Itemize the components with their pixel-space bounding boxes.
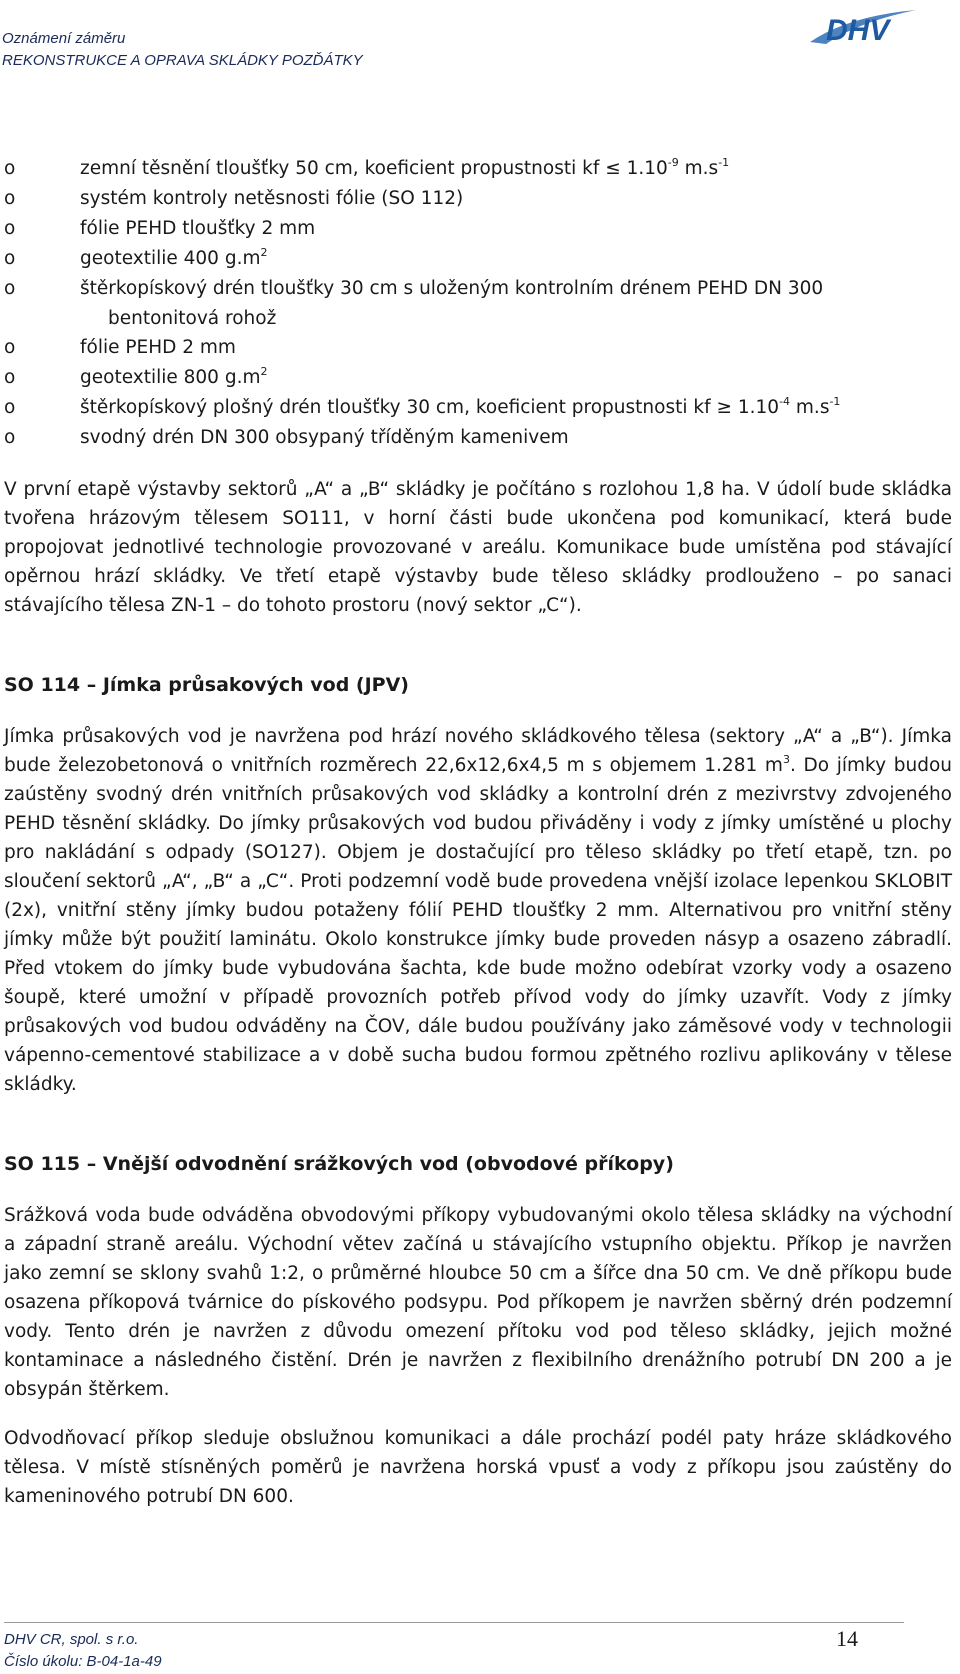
bullet-marker: o: [4, 427, 16, 448]
paragraph-so114: Jímka průsakových vod je navržena pod hrází nového skládkového tělesa (sektory „A“ a „B“). Jímka bude železobetonová o vnitřních rozměrech 22,6x12,6x4,5 m s objemem 1.281 $m^3$. Do jímky budou zaústěny svodný drén vnitřních průsakových vod skládky a kontrolní drén z mezivrstvy zdvojeného PEHD těsnění skládky. Do jímky průsakových vod budou přiváděny i vody z jímky umístěné u plochy pro nakládání s odpady (SO127). Objem je dostačující pro těleso skládky po třetí etapě, tzn. po sloučení sektorů „A“, „B“ a „C“. Proti podzemní vodě bude provedena vnější izolace lepenkou SKLOBIT (2x), vnitřní stěny jímky budou potaženy fólií PEHD tloušťky 2 mm. Alternativou pro vnitřní stěny jímky může být použití laminátu. Okolo konstrukce jímky bude proveden násyp a osazeno zábradlí. Před vtokem do jímky bude vybudována šachta, kde bude možno odebírat vzorky vody a osazeno šoupě, které umožní v případě provozních potřeb přívod vody do jímky uzavřít. Vody z jímky průsakových vod budou odváděny na ČOV, dále budou používány jako záměsové vody v technologii vápenno-cementové stabilizace a v době sucha budou formou zpětného rozlivu aplikovány v tělese skládky.: [4, 726, 952, 1095]
paragraph-so115-1: Srážková voda bude odváděna obvodovými příkopy vybudovanými okolo tělesa skládky na východní a západní straně areálu. Východní větev začíná u stávajícího vstupního objektu. Příkop je navržen jako zemní se sklony svahů 1:2, o průměrné hloubce 50 cm a šířce dna 50 cm. Ve dně příkopu bude osazena příkopová tvárnice do pískového podsypu. Pod příkopem je navržen sběrný drén podzemní vody. Tento drén je navržen z důvodu omezení přítoku vod pod těleso skládky, jejich možné kontaminace a následného čistění. Drén je navržen z flexibilního drenážního potrubí DN 200 a je obsypán štěrkem.: [4, 1205, 952, 1400]
bullet-marker: o: [4, 158, 16, 179]
list-item: o štěrkopískový plošný drén tloušťky 30 cm, koeficient propustnosti kf ≥ $1.10^{-4}$ $m.s^{-1}$: [4, 393, 952, 423]
list-item: o geotextilie 800 $g.m^2$: [4, 363, 952, 393]
footer-company: DHV CR, spol. s r.o.: [4, 1631, 139, 1648]
paragraph-so115-2: Odvodňovací příkop sleduje obslužnou komunikaci a dále prochází podél paty hráze skládkového tělesa. V místě stísněných poměrů je navržena horská vpusť a vody z příkopu jsou zaústěny do kameninového potrubí DN 600.: [4, 1428, 952, 1507]
page-header: [2, 28, 363, 72]
list-item: o svodný drén DN 300 obsypaný tříděným kamenivem: [4, 423, 952, 453]
logo-text: DHV: [826, 14, 890, 47]
section-heading-so115: SO 115 – Vnější odvodnění srážkových vod (obvodové příkopy): [4, 1153, 674, 1175]
list-item: o fólie PEHD tloušťky 2 mm: [4, 214, 952, 244]
bullet-marker: o: [4, 188, 16, 209]
header-project-title: REKONSTRUKCE A OPRAVA SKLÁDKY POZĎÁTKY: [2, 52, 363, 69]
list-item: o štěrkopískový drén tloušťky 30 cm s uloženým kontrolním drénem PEHD DN 300: [4, 274, 952, 304]
section-heading-so114: SO 114 – Jímka průsakových vod (JPV): [4, 674, 409, 696]
bullet-marker: o: [4, 337, 16, 358]
list-item-continuation: bentonitová rohož: [108, 308, 277, 329]
bullet-list: [4, 154, 952, 453]
bullet-marker: o: [4, 218, 16, 239]
header-doc-type: Oznámení záměru: [2, 30, 126, 47]
bullet-marker: o: [4, 278, 16, 299]
list-item: o zemní těsnění tloušťky 50 cm, koeficient propustnosti kf ≤ $1.10^{-9}$ $m.s^{-1}$: [4, 154, 952, 184]
list-item: o fólie PEHD 2 mm: [4, 333, 952, 363]
paragraph-stages: V první etapě výstavby sektorů „A“ a „B“ skládky je počítáno s rozlohou 1,8 ha. V údolí bude skládka tvořena hrázovým tělesem SO111, v horní části bude ukončena pod komunikací, která bude propojovat jednotlivé technologie provozované v areálu. Komunikace bude umístěna pod stávající opěrnou hrází skládky. Ve třetí etapě výstavby bude těleso skládky prodlouženo – po sanaci stávajícího tělesa ZN-1 – do tohoto prostoru (nový sektor „C“).: [4, 479, 952, 616]
page-content: [4, 154, 952, 1511]
footer-divider: [4, 1622, 904, 1623]
page-footer: [4, 1629, 162, 1673]
list-item: o geotextilie 400 $g.m^2$: [4, 244, 952, 274]
list-item: o systém kontroly netěsnosti fólie (SO 112): [4, 184, 952, 214]
dhv-logo: [808, 6, 918, 50]
bullet-marker: o: [4, 367, 16, 388]
page-number: 14: [836, 1626, 858, 1651]
bullet-marker: o: [4, 248, 16, 269]
footer-order-number: Číslo úkolu: B-04-1a-49: [4, 1653, 162, 1670]
bullet-marker: o: [4, 397, 16, 418]
